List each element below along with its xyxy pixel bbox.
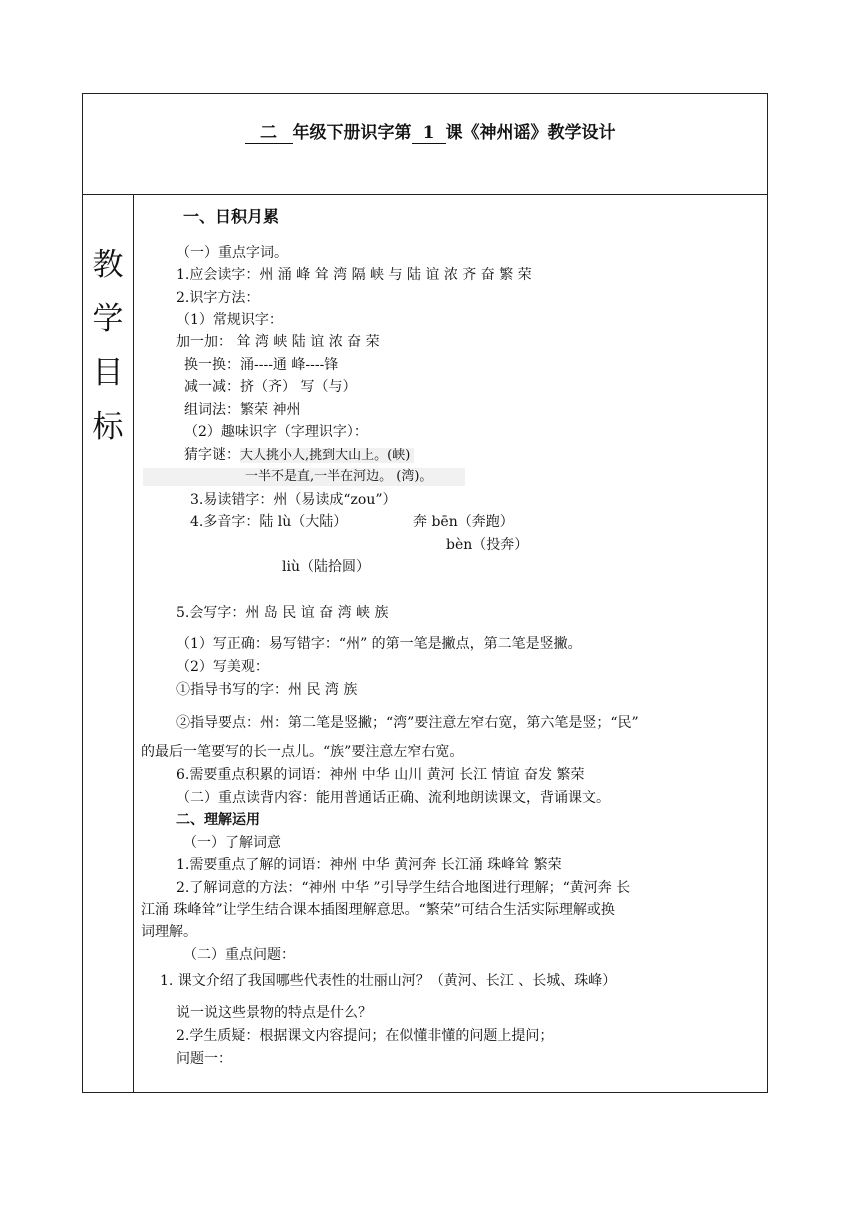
line-misread: 3.易读错字：州（易读成“zou”） xyxy=(190,492,397,508)
line-guide-chars: ①指导书写的字：州 民 湾 族 xyxy=(176,682,358,698)
lesson-plan-table xyxy=(82,93,768,1093)
line-recite: （二）重点读背内容：能用普通话正确、流利地朗读课文，背诵课文。 xyxy=(176,790,610,806)
title-part1: 年级下册识字第 xyxy=(292,123,412,143)
line-read-chars: 1.应会读字：州 涌 峰 耸 湾 隔 峡 与 陆 谊 浓 齐 奋 繁 荣 xyxy=(176,267,532,283)
section-heading-understanding: 二、理解运用 xyxy=(176,812,260,828)
side-char-3: 目 xyxy=(92,355,124,391)
line-write-beautiful: （2）写美观： xyxy=(176,659,269,675)
section-heading-accumulation: 一、日积月累 xyxy=(183,207,280,226)
side-char-1: 教 xyxy=(92,247,124,283)
riddle-2: 一半不是直,一半在河边。 (湾)。 xyxy=(143,468,465,486)
line-swap: 换一换：涌----通 峰----锋 xyxy=(184,357,339,373)
line-add: 加一加： 耸 湾 峡 陆 谊 浓 奋 荣 xyxy=(176,334,380,350)
line-question-one: 问题一： xyxy=(176,1051,232,1067)
line-method-meaning: 2.了解词意的方法：“神州 中华 ”引导学生结合地图进行理解；“黄河奔 长 xyxy=(176,880,631,896)
line-polyphone-ben2: bèn（投奔） xyxy=(446,537,529,553)
line-regular: （1）常规识字： xyxy=(176,312,283,328)
line-question-1-cont: 说一说这些景物的特点是什么？ xyxy=(176,1005,372,1021)
line-key-words: （一）重点字词。 xyxy=(176,245,288,261)
document-title xyxy=(0,118,860,144)
side-char-4: 标 xyxy=(92,409,124,445)
line-question-1: 1. 课文介绍了我国哪些代表性的壮丽山河？（黄河、长江 、长城、珠峰） xyxy=(160,973,617,989)
line-fun-literacy: （2）趣味识字（字理识字）： xyxy=(184,424,368,440)
grade-blank: 二 xyxy=(245,118,293,144)
lesson-number-blank: 1 xyxy=(412,123,446,144)
table-divider-vertical xyxy=(133,194,134,1093)
line-method-meaning-cont: 江涌 珠峰耸”让学生结合课本插图理解意思。“繁荣”可结合生活实际理解或换 xyxy=(141,902,615,918)
line-group-words: 组词法：繁荣 神州 xyxy=(184,402,301,418)
line-write-correct: （1）写正确：易写错字：“州” 的第一笔是撇点，第二笔是竖撇。 xyxy=(176,636,582,652)
line-word-meaning: （一）了解词意 xyxy=(183,835,281,851)
line-write-chars: 5.会写字：州 岛 民 谊 奋 湾 峡 族 xyxy=(176,605,389,621)
side-char-2: 学 xyxy=(92,301,124,337)
row-label-teaching-goals xyxy=(84,238,132,454)
line-method: 2.识字方法： xyxy=(176,290,260,306)
line-riddle-label: 猜字谜：大人挑小人,挑到大山上。(峡) xyxy=(184,446,414,465)
line-polyphone-ben1: 奔 bēn（奔跑） xyxy=(413,514,514,530)
line-method-meaning-end: 词理解。 xyxy=(141,924,197,940)
riddle-1: 大人挑小人,挑到大山上。(峡) xyxy=(240,448,414,463)
line-key-phrases: 1.需要重点了解的词语：神州 中华 黄河奔 长江涌 珠峰耸 繁荣 xyxy=(176,857,562,873)
line-subtract: 减一减：挤（齐） 写（与） xyxy=(184,379,357,395)
line-polyphone-liu: liù（陆拾圆） xyxy=(282,559,370,575)
line-guide-points: ②指导要点：州：第二笔是竖撇；“湾”要注意左窄右宽，第六笔是竖；“民” xyxy=(176,715,639,731)
line-accumulate-words: 6.需要重点积累的词语：神州 中华 山川 黄河 长江 情谊 奋发 繁荣 xyxy=(176,767,585,783)
line-student-questions: 2.学生质疑：根据课文内容提问；在似懂非懂的问题上提问； xyxy=(176,1028,554,1044)
title-part2: 课《神州谣》教学设计 xyxy=(445,123,616,143)
line-key-questions: （二）重点问题： xyxy=(183,947,295,963)
table-divider-horizontal xyxy=(82,194,768,195)
line-polyphone: 4.多音字：陆 lù（大陆） xyxy=(190,514,348,530)
line-guide-points-cont: 的最后一笔要写的长一点儿。“族”要注意左窄右宽。 xyxy=(141,744,464,760)
